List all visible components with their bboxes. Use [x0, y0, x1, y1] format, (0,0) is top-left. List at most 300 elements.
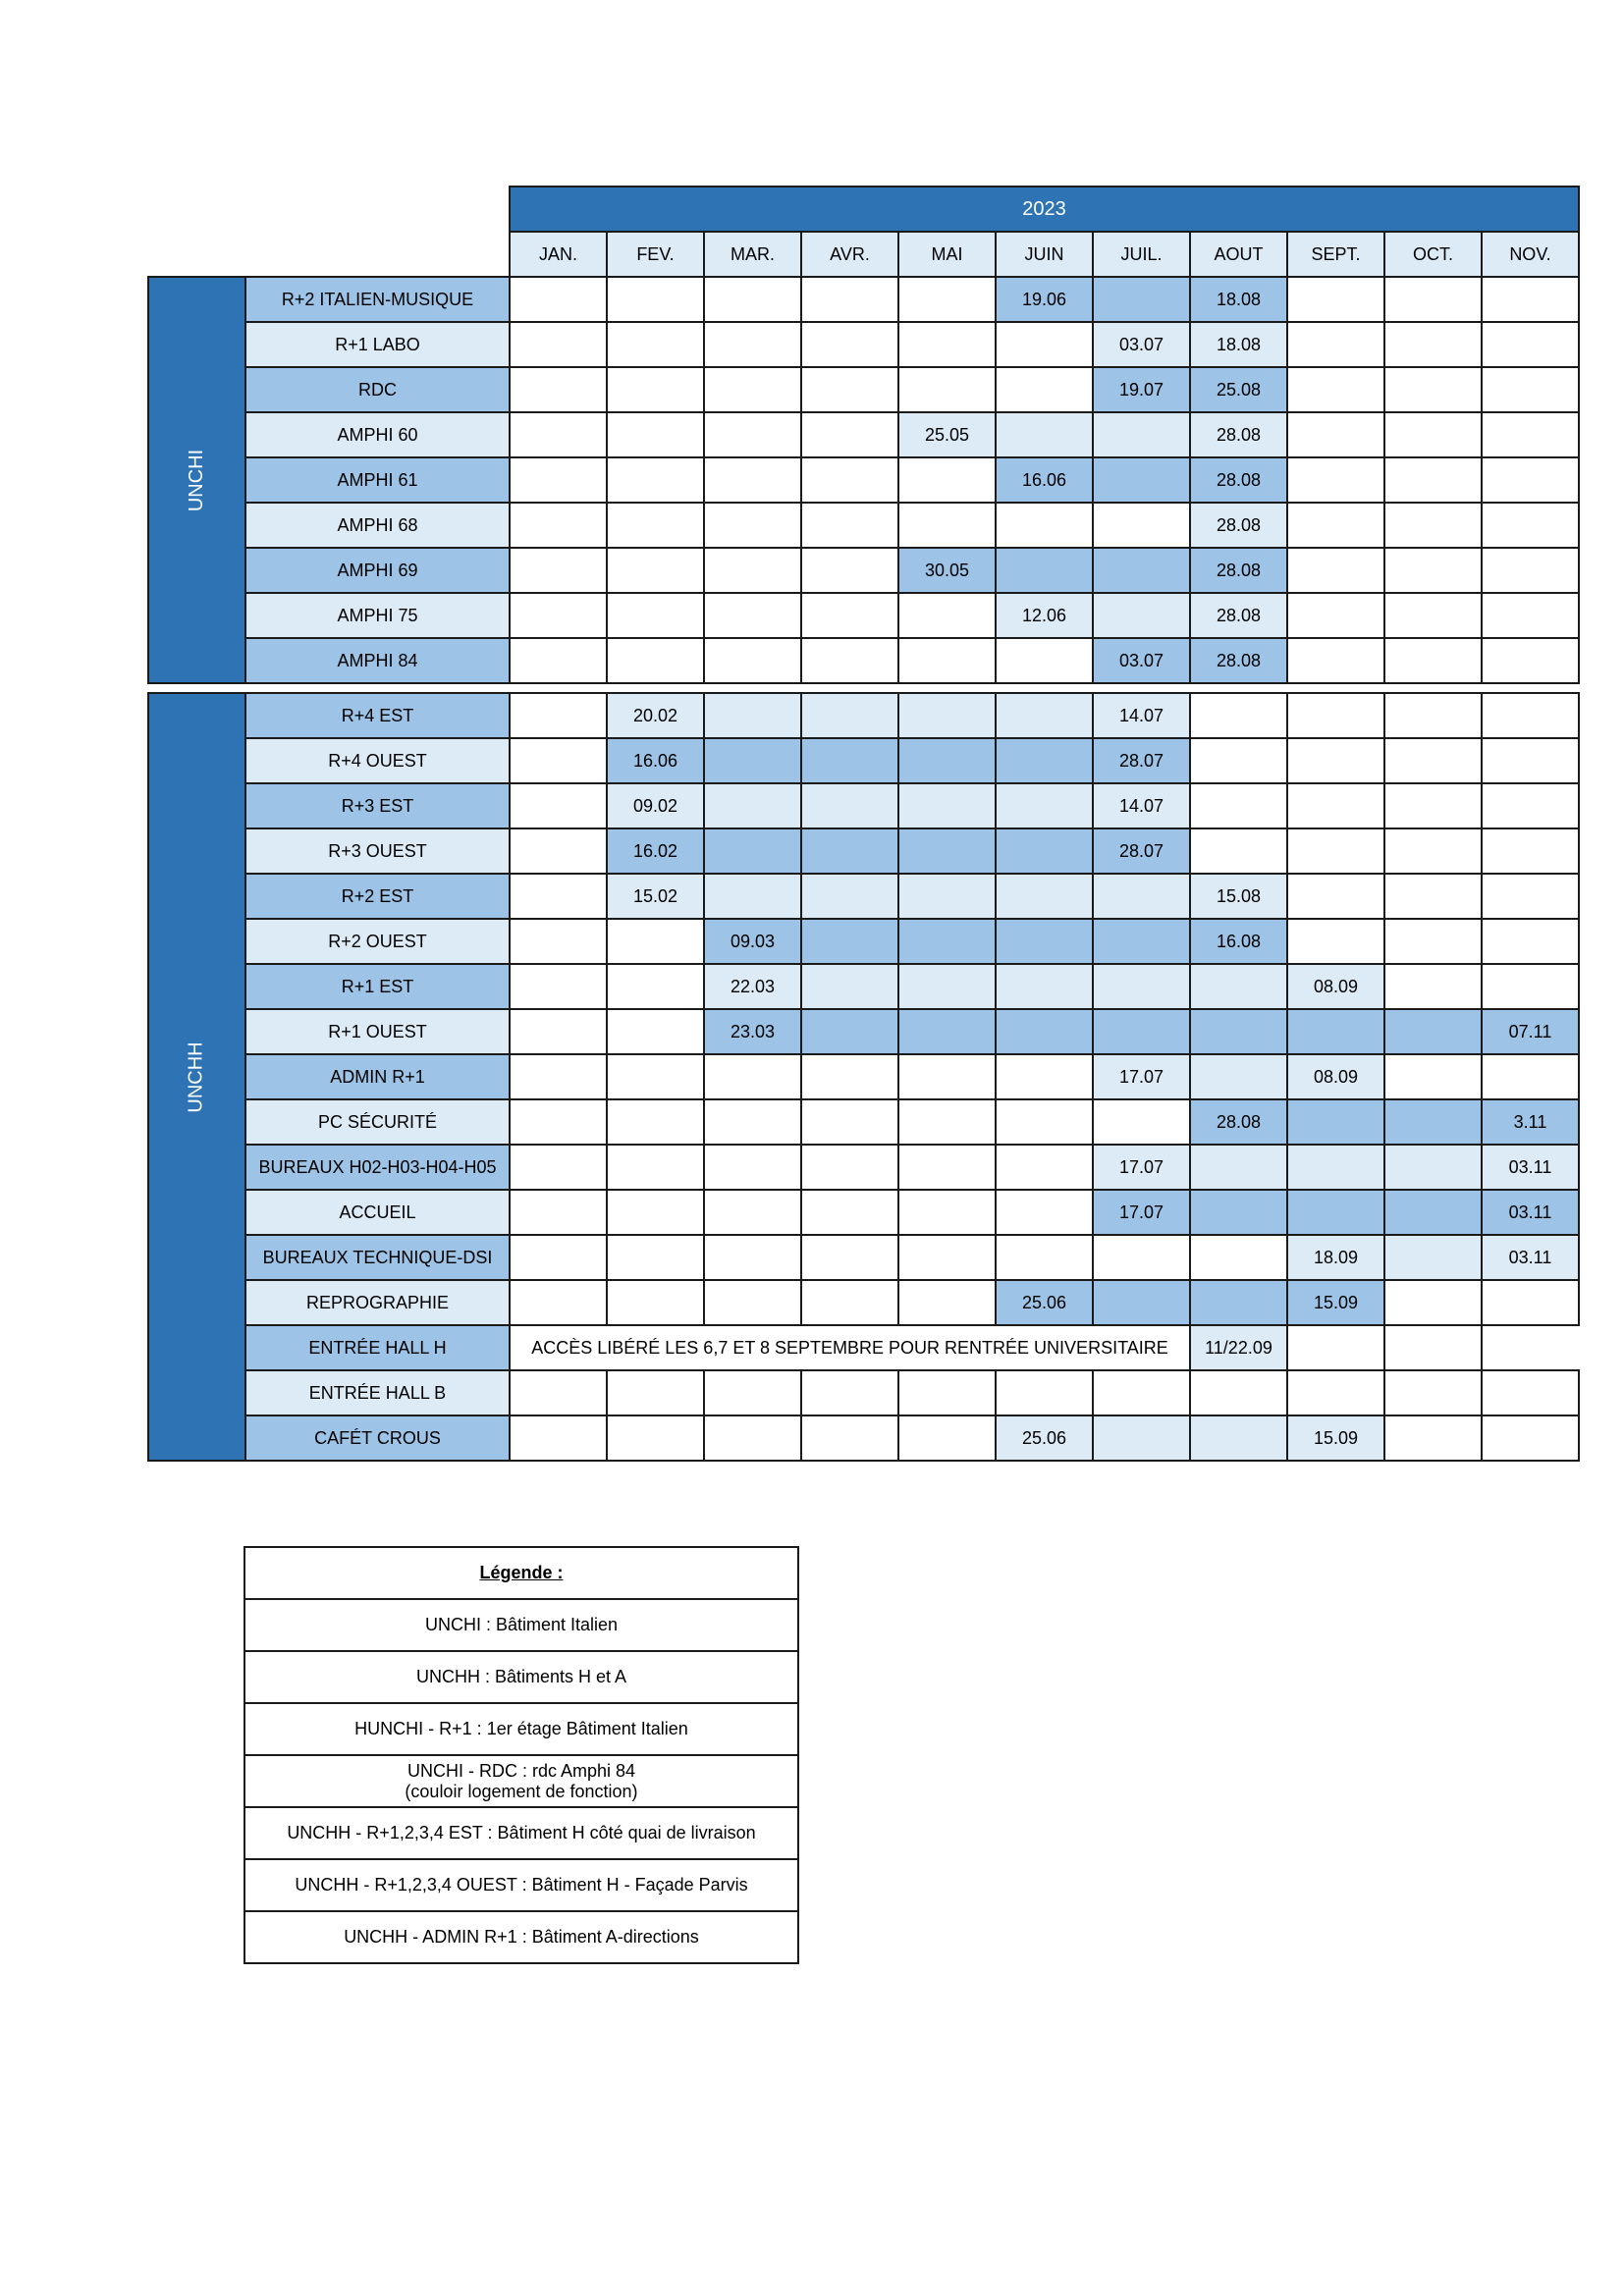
date-cell [1384, 1235, 1482, 1280]
date-cell [1482, 457, 1579, 503]
month-header: JUIL. [1093, 232, 1190, 277]
date-cell [510, 783, 607, 828]
date-cell [1482, 277, 1579, 322]
date-cell [898, 919, 996, 964]
date-cell [898, 593, 996, 638]
date-cell [704, 1145, 801, 1190]
date-cell: 08.09 [1287, 964, 1384, 1009]
date-cell [801, 1145, 898, 1190]
date-cell [898, 457, 996, 503]
date-cell [1384, 828, 1482, 874]
date-cell [1093, 548, 1190, 593]
date-cell [1287, 919, 1384, 964]
date-cell [1384, 738, 1482, 783]
date-cell [1384, 1190, 1482, 1235]
table-row [148, 1145, 1579, 1190]
date-cell [801, 1415, 898, 1461]
date-cell [510, 1280, 607, 1325]
date-cell [1287, 1145, 1384, 1190]
date-cell: 15.08 [1190, 874, 1287, 919]
date-cell: 11/22.09 [1190, 1325, 1287, 1370]
date-cell [510, 322, 607, 367]
month-header: OCT. [1384, 232, 1482, 277]
date-cell [801, 412, 898, 457]
table-row [148, 1009, 1579, 1054]
date-cell [1287, 693, 1384, 738]
date-cell [1287, 738, 1384, 783]
merged-note-cell: ACCÈS LIBÉRÉ LES 6,7 ET 8 SEPTEMBRE POUR RENTRÉE UNIVERSITAIRE [510, 1325, 1190, 1370]
date-cell [510, 1415, 607, 1461]
legend-row [244, 1651, 798, 1703]
date-cell [704, 548, 801, 593]
table-row [148, 1370, 1579, 1415]
date-cell: 17.07 [1093, 1145, 1190, 1190]
date-cell [607, 322, 704, 367]
table-row [148, 828, 1579, 874]
date-cell [607, 412, 704, 457]
date-cell: 28.08 [1190, 412, 1287, 457]
date-cell [510, 919, 607, 964]
date-cell [996, 412, 1093, 457]
date-cell [898, 1054, 996, 1099]
date-cell [1384, 1099, 1482, 1145]
date-cell [898, 367, 996, 412]
date-cell: 03.11 [1482, 1145, 1579, 1190]
date-cell [1384, 693, 1482, 738]
date-cell [607, 1145, 704, 1190]
date-cell: 25.06 [996, 1415, 1093, 1461]
schedule-table [147, 186, 1580, 1462]
legend-item [244, 1599, 798, 1651]
location-name: AMPHI 60 [245, 412, 510, 457]
date-cell [510, 503, 607, 548]
legend-row [244, 1599, 798, 1651]
legend-line: (couloir logement de fonction) [405, 1781, 638, 1801]
date-cell [1384, 1415, 1482, 1461]
date-cell: 18.08 [1190, 277, 1287, 322]
date-cell: 23.03 [704, 1009, 801, 1054]
location-name: BUREAUX TECHNIQUE-DSI [245, 1235, 510, 1280]
date-cell [996, 1370, 1093, 1415]
date-cell [996, 828, 1093, 874]
date-cell [1287, 1190, 1384, 1235]
location-name: AMPHI 84 [245, 638, 510, 683]
date-cell [607, 1054, 704, 1099]
table-row [148, 593, 1579, 638]
location-name: R+3 EST [245, 783, 510, 828]
date-cell [1384, 367, 1482, 412]
table-row [148, 874, 1579, 919]
date-cell [704, 828, 801, 874]
date-cell [996, 548, 1093, 593]
date-cell [996, 638, 1093, 683]
date-cell [1287, 1370, 1384, 1415]
legend-table [244, 1546, 799, 1964]
date-cell [1190, 693, 1287, 738]
date-cell: 17.07 [1093, 1190, 1190, 1235]
date-cell: 28.08 [1190, 593, 1287, 638]
date-cell [1384, 1009, 1482, 1054]
date-cell: 16.06 [996, 457, 1093, 503]
date-cell: 28.08 [1190, 503, 1287, 548]
group-label-cell [148, 277, 245, 683]
date-cell [898, 1009, 996, 1054]
date-cell [704, 1235, 801, 1280]
date-cell [704, 457, 801, 503]
date-cell [1482, 874, 1579, 919]
date-cell: 25.08 [1190, 367, 1287, 412]
date-cell [1384, 783, 1482, 828]
date-cell [1384, 638, 1482, 683]
table-row [148, 1325, 1579, 1370]
location-name: AMPHI 61 [245, 457, 510, 503]
date-cell [996, 738, 1093, 783]
date-cell: 03.11 [1482, 1235, 1579, 1280]
date-cell [510, 1145, 607, 1190]
table-row [148, 548, 1579, 593]
date-cell [1482, 919, 1579, 964]
table-row [148, 1235, 1579, 1280]
date-cell [1384, 964, 1482, 1009]
date-cell [607, 367, 704, 412]
date-cell [510, 367, 607, 412]
table-row [148, 1054, 1579, 1099]
date-cell [510, 1054, 607, 1099]
date-cell [1482, 693, 1579, 738]
location-name: BUREAUX H02-H03-H04-H05 [245, 1145, 510, 1190]
date-cell [607, 457, 704, 503]
date-cell [1482, 638, 1579, 683]
date-cell [996, 693, 1093, 738]
date-cell [1482, 1054, 1579, 1099]
date-cell [996, 964, 1093, 1009]
legend-row [244, 1703, 798, 1755]
table-row [148, 1415, 1579, 1461]
date-cell [898, 322, 996, 367]
date-cell [510, 828, 607, 874]
legend-line: UNCHH - R+1,2,3,4 EST : Bâtiment H côté quai de livraison [287, 1823, 756, 1842]
location-name: REPROGRAPHIE [245, 1280, 510, 1325]
date-cell [996, 874, 1093, 919]
date-cell [801, 738, 898, 783]
date-cell [510, 1190, 607, 1235]
date-cell [801, 367, 898, 412]
date-cell [898, 828, 996, 874]
date-cell [1287, 322, 1384, 367]
date-cell [704, 874, 801, 919]
group-label-cell [148, 693, 245, 1461]
location-name: ACCUEIL [245, 1190, 510, 1235]
date-cell [801, 828, 898, 874]
group-label: UNCHH [186, 1041, 207, 1113]
date-cell [1384, 277, 1482, 322]
legend-title: Légende : [244, 1547, 798, 1599]
date-cell: 09.02 [607, 783, 704, 828]
date-cell [801, 593, 898, 638]
date-cell [898, 964, 996, 1009]
date-cell [704, 1099, 801, 1145]
date-cell [898, 1370, 996, 1415]
date-cell [996, 783, 1093, 828]
date-cell [996, 322, 1093, 367]
date-cell: 14.07 [1093, 693, 1190, 738]
date-cell [510, 593, 607, 638]
date-cell [1482, 783, 1579, 828]
location-name: PC SÉCURITÉ [245, 1099, 510, 1145]
table-row [148, 693, 1579, 738]
date-cell [1093, 277, 1190, 322]
date-cell: 22.03 [704, 964, 801, 1009]
date-cell: 28.08 [1190, 1099, 1287, 1145]
legend-row [244, 1859, 798, 1911]
date-cell [607, 593, 704, 638]
date-cell: 18.09 [1287, 1235, 1384, 1280]
date-cell [801, 964, 898, 1009]
date-cell [510, 738, 607, 783]
date-cell [1482, 412, 1579, 457]
date-cell: 28.08 [1190, 548, 1287, 593]
date-cell: 20.02 [607, 693, 704, 738]
date-cell [510, 638, 607, 683]
date-cell [607, 638, 704, 683]
date-cell [1287, 1325, 1384, 1370]
legend-line: UNCHH : Bâtiments H et A [415, 1667, 627, 1686]
date-cell [1384, 412, 1482, 457]
date-cell: 03.07 [1093, 638, 1190, 683]
date-cell [1093, 964, 1190, 1009]
month-header: AVR. [801, 232, 898, 277]
date-cell [1287, 277, 1384, 322]
table-row [148, 638, 1579, 683]
date-cell: 16.06 [607, 738, 704, 783]
month-header: JAN. [510, 232, 607, 277]
date-cell: 3.11 [1482, 1099, 1579, 1145]
table-row [148, 783, 1579, 828]
date-cell [1384, 1370, 1482, 1415]
location-name: R+3 OUEST [245, 828, 510, 874]
date-cell [1190, 828, 1287, 874]
date-cell [1384, 1145, 1482, 1190]
date-cell [1287, 1099, 1384, 1145]
date-cell [704, 638, 801, 683]
date-cell [1384, 1280, 1482, 1325]
date-cell [898, 1280, 996, 1325]
group-spacer [148, 683, 1579, 693]
date-cell [1482, 593, 1579, 638]
date-cell: 17.07 [1093, 1054, 1190, 1099]
date-cell [801, 638, 898, 683]
date-cell [510, 457, 607, 503]
date-cell [704, 322, 801, 367]
table-row [148, 1099, 1579, 1145]
date-cell [996, 1145, 1093, 1190]
date-cell [1093, 874, 1190, 919]
table-row [148, 367, 1579, 412]
date-cell [898, 693, 996, 738]
date-cell [898, 783, 996, 828]
date-cell [898, 638, 996, 683]
date-cell: 14.07 [1093, 783, 1190, 828]
date-cell: 28.07 [1093, 828, 1190, 874]
date-cell [1093, 1370, 1190, 1415]
legend-row [244, 1807, 798, 1859]
date-cell [704, 412, 801, 457]
legend-item [244, 1807, 798, 1859]
date-cell [704, 783, 801, 828]
date-cell [510, 277, 607, 322]
location-name: R+2 OUEST [245, 919, 510, 964]
date-cell [801, 503, 898, 548]
date-cell: 28.07 [1093, 738, 1190, 783]
date-cell [607, 1415, 704, 1461]
date-cell [1093, 412, 1190, 457]
date-cell [801, 1190, 898, 1235]
date-cell [1287, 828, 1384, 874]
date-cell [607, 1235, 704, 1280]
date-cell: 15.09 [1287, 1280, 1384, 1325]
date-cell [898, 277, 996, 322]
date-cell [996, 919, 1093, 964]
date-cell [1190, 1415, 1287, 1461]
date-cell [1384, 1054, 1482, 1099]
date-cell [704, 277, 801, 322]
date-cell: 25.06 [996, 1280, 1093, 1325]
date-cell [898, 1190, 996, 1235]
date-cell [898, 874, 996, 919]
legend-item [244, 1755, 798, 1807]
date-cell [801, 548, 898, 593]
group-label: UNCHI [186, 449, 207, 511]
date-cell: 16.08 [1190, 919, 1287, 964]
date-cell [704, 738, 801, 783]
date-cell [1482, 738, 1579, 783]
date-cell [1482, 367, 1579, 412]
date-cell [1287, 874, 1384, 919]
date-cell [1287, 412, 1384, 457]
legend-line: UNCHH - R+1,2,3,4 OUEST : Bâtiment H - Façade Parvis [295, 1875, 748, 1895]
date-cell [607, 1280, 704, 1325]
table-row [148, 919, 1579, 964]
table-row [148, 1280, 1579, 1325]
date-cell [801, 1099, 898, 1145]
date-cell [607, 919, 704, 964]
date-cell [1190, 1190, 1287, 1235]
location-name: RDC [245, 367, 510, 412]
date-cell [1287, 503, 1384, 548]
date-cell [704, 593, 801, 638]
date-cell [704, 1054, 801, 1099]
date-cell [801, 1235, 898, 1280]
legend-line: UNCHI : Bâtiment Italien [424, 1615, 619, 1634]
date-cell [801, 693, 898, 738]
date-cell [1093, 1009, 1190, 1054]
table-row [148, 277, 1579, 322]
date-cell [1384, 1325, 1482, 1370]
date-cell [1093, 1235, 1190, 1280]
date-cell [898, 738, 996, 783]
date-cell [801, 1054, 898, 1099]
date-cell: 25.05 [898, 412, 996, 457]
date-cell [801, 322, 898, 367]
date-cell [510, 1009, 607, 1054]
date-cell [1093, 593, 1190, 638]
date-cell [1093, 1099, 1190, 1145]
legend-item [244, 1911, 798, 1963]
date-cell: 12.06 [996, 593, 1093, 638]
date-cell [1093, 457, 1190, 503]
date-cell [1190, 1280, 1287, 1325]
location-name: AMPHI 75 [245, 593, 510, 638]
date-cell [607, 1370, 704, 1415]
date-cell [801, 1009, 898, 1054]
location-name: R+1 LABO [245, 322, 510, 367]
date-cell [1384, 457, 1482, 503]
date-cell [1190, 1145, 1287, 1190]
date-cell [801, 457, 898, 503]
date-cell [704, 693, 801, 738]
location-name: AMPHI 69 [245, 548, 510, 593]
date-cell [1287, 367, 1384, 412]
date-cell: 07.11 [1482, 1009, 1579, 1054]
date-cell [607, 1009, 704, 1054]
date-cell [1384, 919, 1482, 964]
location-name: ENTRÉE HALL B [245, 1370, 510, 1415]
location-name: CAFÉT CROUS [245, 1415, 510, 1461]
year-header: 2023 [510, 187, 1579, 232]
legend-row [244, 1755, 798, 1807]
date-cell [1190, 964, 1287, 1009]
date-cell [996, 503, 1093, 548]
location-name: AMPHI 68 [245, 503, 510, 548]
date-cell [898, 1099, 996, 1145]
date-cell [607, 503, 704, 548]
date-cell [801, 1280, 898, 1325]
month-header: FEV. [607, 232, 704, 277]
date-cell: 28.08 [1190, 638, 1287, 683]
date-cell [510, 412, 607, 457]
date-cell [1287, 593, 1384, 638]
date-cell [996, 1235, 1093, 1280]
date-cell [510, 1099, 607, 1145]
date-cell [898, 1235, 996, 1280]
date-cell [1093, 503, 1190, 548]
table-row [148, 412, 1579, 457]
date-cell [1190, 1370, 1287, 1415]
date-cell [1190, 1009, 1287, 1054]
month-header: SEPT. [1287, 232, 1384, 277]
date-cell [898, 503, 996, 548]
location-name: ENTRÉE HALL H [245, 1325, 510, 1370]
table-row [148, 738, 1579, 783]
date-cell [1287, 638, 1384, 683]
legend-line: UNCHH - ADMIN R+1 : Bâtiment A-directions [344, 1927, 699, 1947]
date-cell: 15.02 [607, 874, 704, 919]
date-cell [1384, 503, 1482, 548]
date-cell [996, 1190, 1093, 1235]
corner-blank [148, 232, 510, 277]
date-cell [1482, 503, 1579, 548]
location-name: R+2 ITALIEN-MUSIQUE [245, 277, 510, 322]
location-name: R+1 EST [245, 964, 510, 1009]
date-cell [510, 1370, 607, 1415]
month-header: JUIN [996, 232, 1093, 277]
location-name: R+4 OUEST [245, 738, 510, 783]
location-name: R+1 OUEST [245, 1009, 510, 1054]
date-cell: 19.06 [996, 277, 1093, 322]
date-cell [1190, 783, 1287, 828]
date-cell [607, 277, 704, 322]
location-name: ADMIN R+1 [245, 1054, 510, 1099]
